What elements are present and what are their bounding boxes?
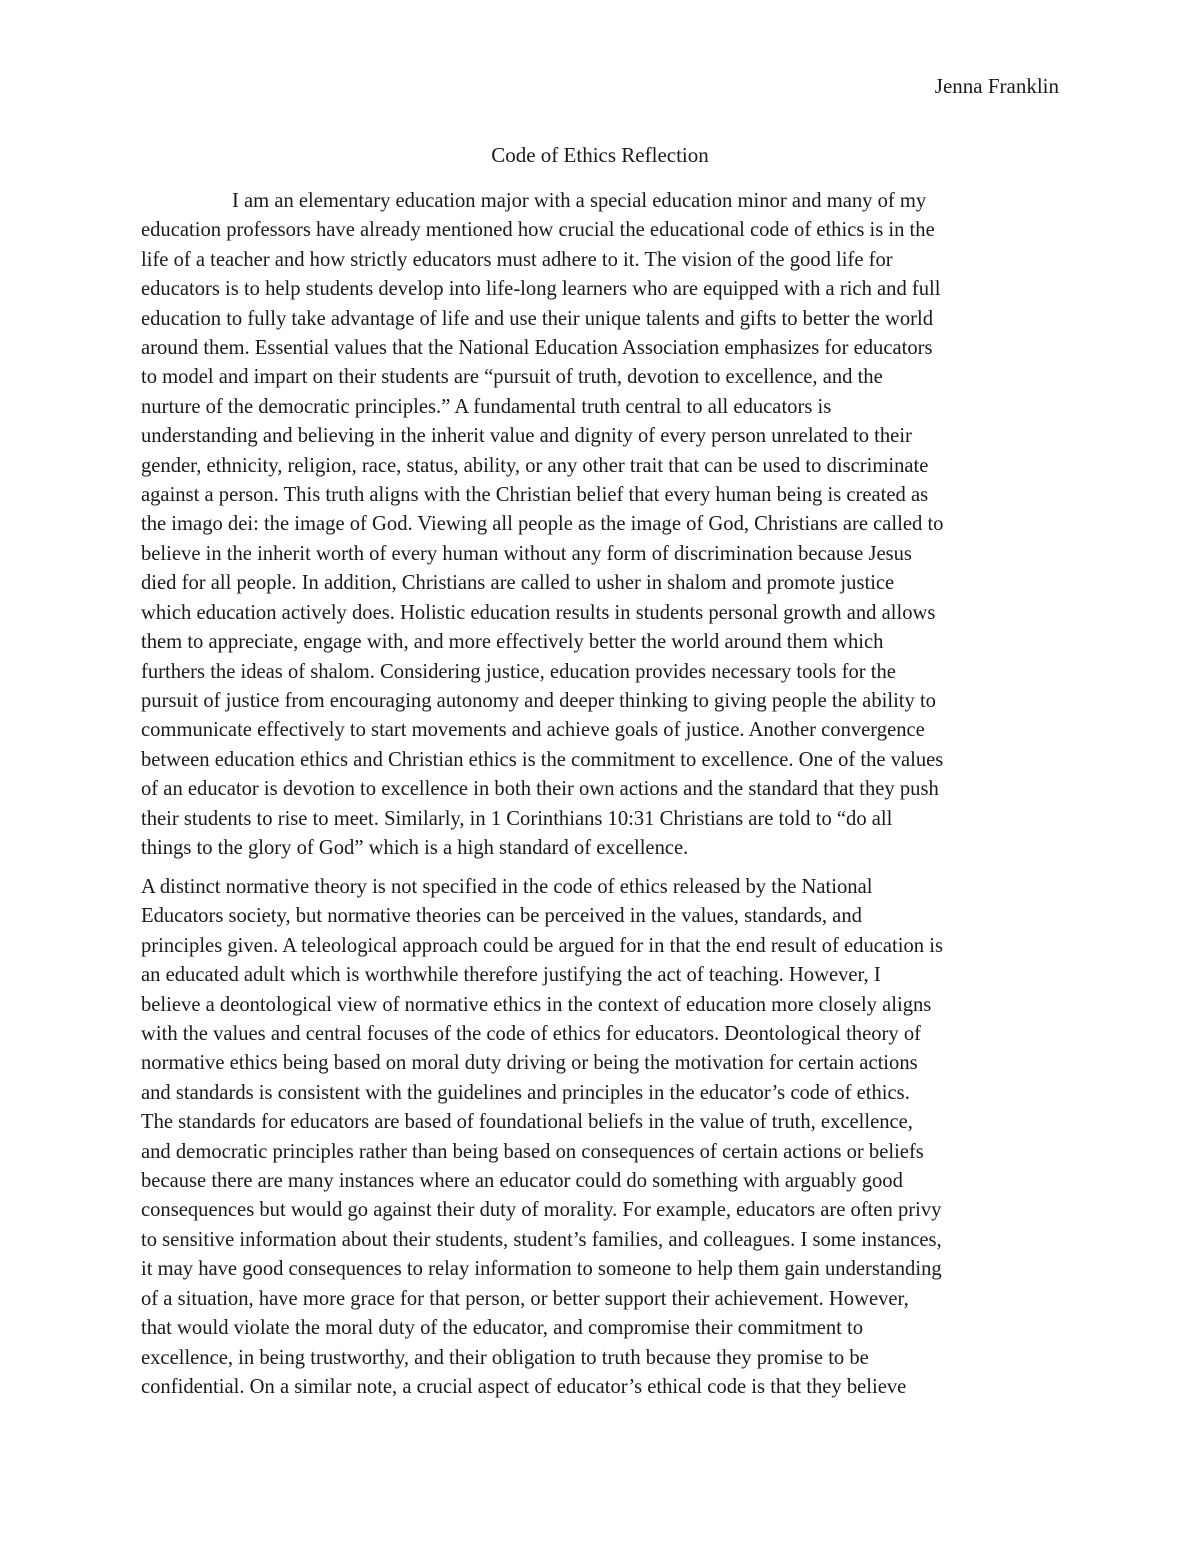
paragraph-line: believe a deontological view of normative ethics in the context of education more closely aligns [141, 993, 932, 1016]
paragraph-line: education to fully take advantage of life and use their unique talents and gifts to better the world [141, 307, 934, 330]
paragraph-line: life of a teacher and how strictly educators must adhere to it. The vision of the good life for [141, 248, 893, 271]
paragraph-line: believe in the inherit worth of every human without any form of discrimination because Jesus [141, 542, 912, 565]
paragraph-line: to sensitive information about their students, student’s families, and colleagues. I some instances, [141, 1228, 942, 1251]
paragraph-2 [141, 873, 1071, 1402]
paragraph-line: it may have good consequences to relay information to someone to help them gain understanding [141, 1258, 942, 1281]
paragraph-line: because there are many instances where an educator could do something with arguably good [141, 1170, 903, 1193]
paragraph-line: the imago dei: the image of God. Viewing all people as the image of God, Christians are called to [141, 513, 944, 536]
paragraph-1 [141, 187, 1071, 863]
paragraph-line: between education ethics and Christian ethics is the commitment to excellence. One of the values [141, 748, 944, 771]
author-name: Jenna Franklin [934, 74, 1059, 98]
paragraph-line: pursuit of justice from encouraging autonomy and deeper thinking to giving people the ability to [141, 689, 936, 712]
paragraph-line: against a person. This truth aligns with the Christian belief that every human being is created as [141, 484, 929, 507]
paragraph-line: understanding and believing in the inherit value and dignity of every person unrelated to their [141, 425, 912, 448]
paragraph-line: that would violate the moral duty of the educator, and compromise their commitment to [141, 1317, 864, 1340]
paragraph-line: which education actively does. Holistic education results in students personal growth and allows [141, 601, 936, 624]
paragraph-line: of an educator is devotion to excellence in both their own actions and the standard that they push [141, 778, 939, 801]
paragraph-line: gender, ethnicity, religion, race, status, ability, or any other trait that can be used to discriminate [141, 454, 929, 477]
paragraph-line: died for all people. In addition, Christians are called to usher in shalom and promote justice [141, 572, 895, 595]
paragraph-line: nurture of the democratic principles.” A fundamental truth central to all educators is [141, 395, 832, 418]
paragraph-line: of a situation, have more grace for that person, or better support their achievement. However, [141, 1287, 909, 1310]
paragraph-line: consequences but would go against their duty of morality. For example, educators are often privy [141, 1199, 942, 1222]
paragraph-line: A distinct normative theory is not specified in the code of ethics released by the National [141, 876, 873, 898]
paragraph-line: excellence, in being trustworthy, and their obligation to truth because they promise to be [141, 1346, 869, 1369]
paragraph-line: furthers the ideas of shalom. Considering justice, education provides necessary tools for the [141, 660, 896, 683]
paragraph-line: them to appreciate, engage with, and more effectively better the world around them which [141, 631, 884, 654]
paragraph-line: normative ethics being based on moral duty driving or being the motivation for certain actions [141, 1052, 918, 1075]
paragraph-line: educators is to help students develop into life-long learners who are equipped with a rich and full [141, 278, 941, 301]
paragraph-line: with the values and central focuses of the code of ethics for educators. Deontological theory of [141, 1023, 921, 1046]
paragraph-line: and standards is consistent with the guidelines and principles in the educator’s code of ethics. [141, 1081, 910, 1104]
paragraph-line: around them. Essential values that the National Education Association emphasizes for educators [141, 337, 933, 360]
paragraph-line: The standards for educators are based of foundational beliefs in the value of truth, excellence, [141, 1111, 913, 1134]
paragraph-line: confidential. On a similar note, a crucial aspect of educator’s ethical code is that they believe [141, 1375, 907, 1398]
paragraph-line: things to the glory of God” which is a high standard of excellence. [141, 836, 689, 859]
paragraph-line: to model and impart on their students are “pursuit of truth, devotion to excellence, and the [141, 366, 883, 389]
document-title: Code of Ethics Reflection [491, 143, 709, 167]
paragraph-line: education professors have already mentioned how crucial the educational code of ethics is in the [141, 219, 935, 242]
paragraph-line: I am an elementary education major with a special education minor and many of my [232, 190, 927, 212]
paragraph-line: and democratic principles rather than being based on consequences of certain actions or beliefs [141, 1140, 924, 1163]
paragraph-line: communicate effectively to start movements and achieve goals of justice. Another convergence [141, 719, 925, 742]
paragraph-line: Educators society, but normative theories can be perceived in the values, standards, and [141, 905, 862, 928]
paragraph-line: an educated adult which is worthwhile therefore justifying the act of teaching. However, I [141, 964, 881, 987]
paragraph-line: principles given. A teleological approach could be argued for in that the end result of education is [141, 934, 943, 957]
paragraph-line: their students to rise to meet. Similarly, in 1 Corinthians 10:31 Christians are told to “do all [141, 807, 893, 830]
